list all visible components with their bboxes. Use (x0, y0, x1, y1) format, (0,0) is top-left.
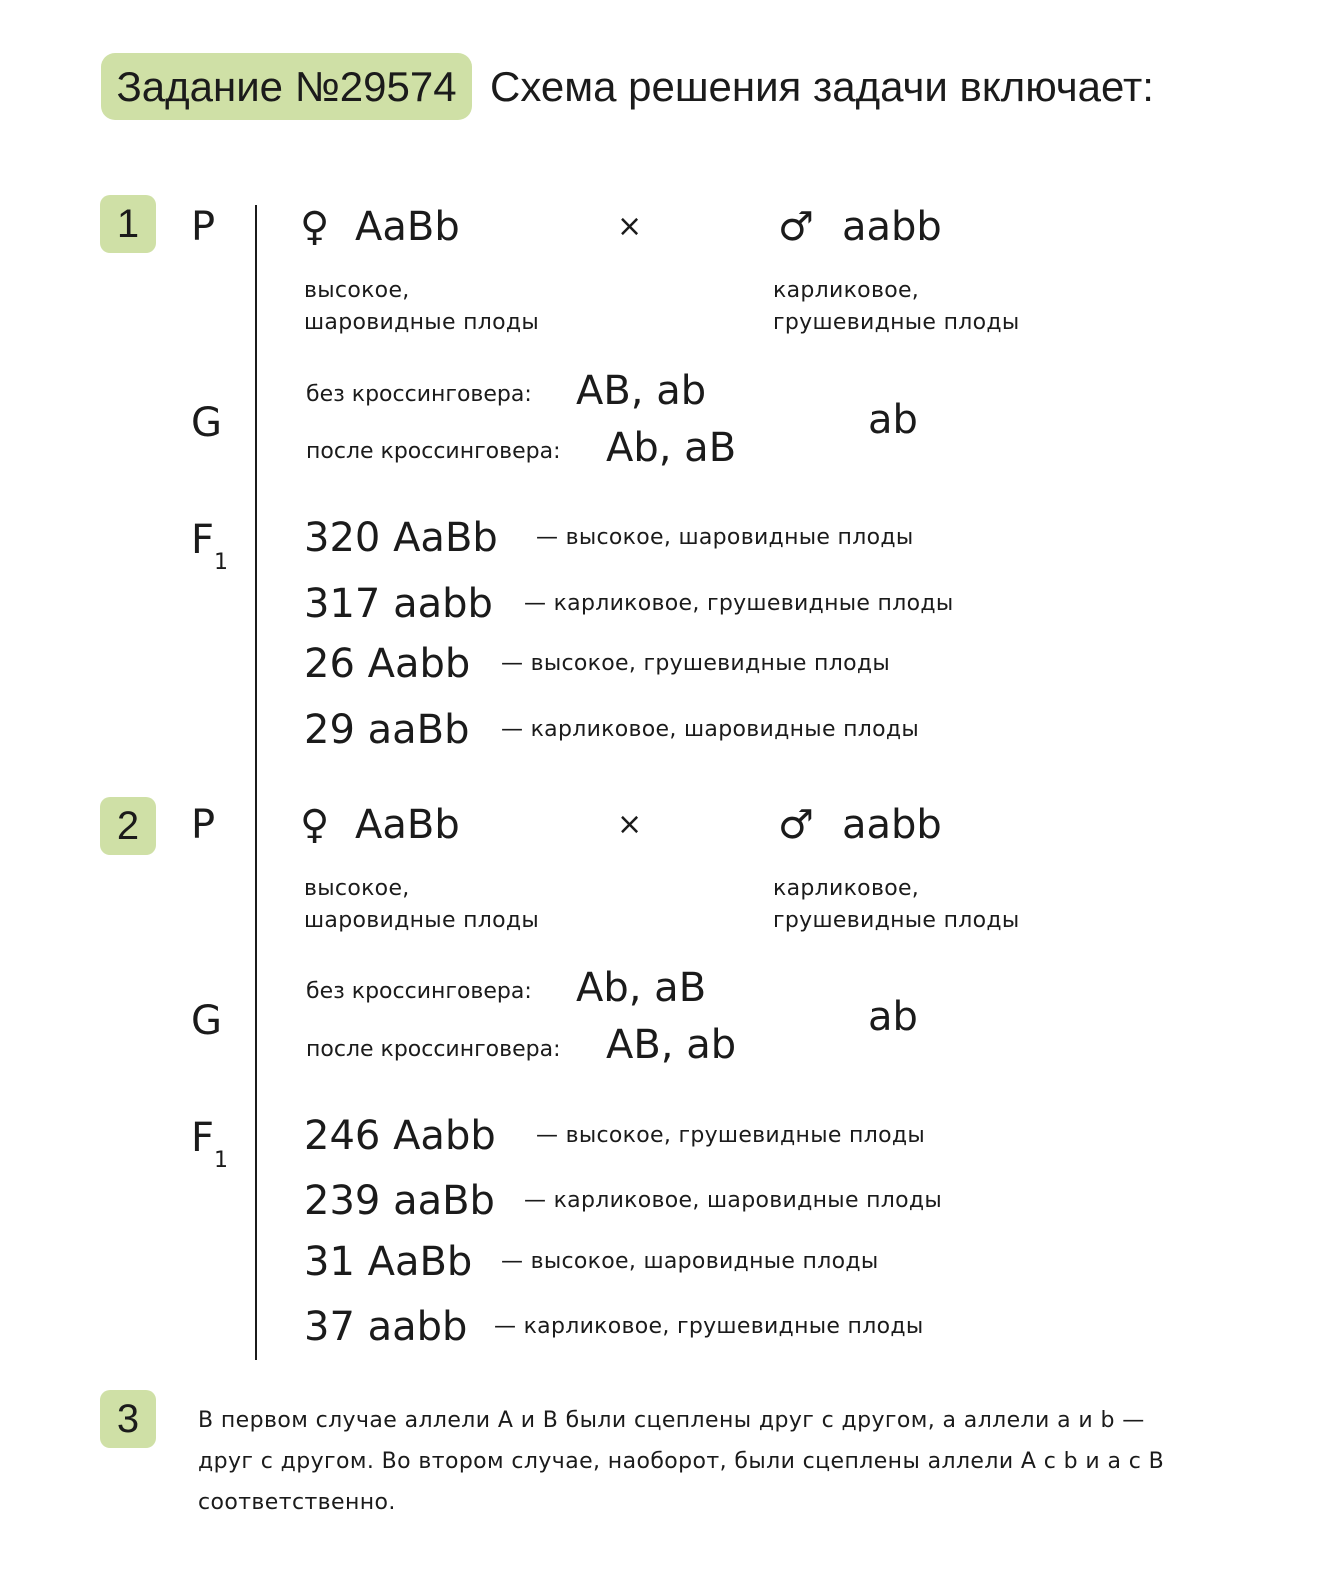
step-2-male-phenotype-line2: грушевидные плоды (773, 908, 1020, 933)
female-symbol-icon: ♀ (300, 802, 330, 848)
step-1-male-phenotype-line1: карликовое, (773, 278, 920, 303)
step-1-female-phenotype-line1: высокое, (304, 278, 410, 303)
step-1-male-genotype: aabb (842, 204, 942, 250)
cross-symbol-icon: × (617, 209, 643, 244)
step-2-female-genotype: AaBb (355, 802, 460, 848)
step-1-offspring-4-genotype: 29 aaBb (304, 707, 470, 753)
step-2-badge: 2 (100, 797, 156, 855)
step-1-offspring-2-genotype: 317 aabb (304, 581, 493, 627)
step-2-after-crossover-gametes: AB, ab (606, 1022, 737, 1068)
step-2-parents-label: P (191, 802, 216, 848)
step-2-gametes-label: G (191, 998, 222, 1044)
step-1-male-phenotype-line2: грушевидные плоды (773, 310, 1020, 335)
step-2-female-phenotype-line2: шаровидные плоды (304, 908, 540, 933)
task-number-badge: Задание №29574 (101, 53, 472, 120)
step-1-after-crossover-gametes: Ab, aB (606, 425, 737, 471)
female-symbol-icon: ♀ (300, 204, 330, 250)
scheme-divider-line (255, 205, 257, 1360)
step-2-offspring-4-genotype: 37 aabb (304, 1304, 468, 1350)
step-1-offspring-4-phenotype: — карликовое, шаровидные плоды (501, 717, 920, 742)
step-1-offspring-3-genotype: 26 Aabb (304, 641, 471, 687)
step-1-badge: 1 (100, 195, 156, 253)
step-1-offspring-3-phenotype: — высокое, грушевидные плоды (501, 651, 891, 676)
conclusion-text: В первом случае аллели A и B были сцеплены друг с другом, а аллели a и b — друг с другом. Во втором случае, наоборот, были сцеплены аллели A с b и a с B соответственно. (198, 1408, 1165, 1515)
male-symbol-icon: ♂ (778, 204, 814, 250)
step-2-offspring-4-phenotype: — карликовое, грушевидные плоды (494, 1314, 924, 1339)
step-1-parents-label: P (191, 204, 216, 250)
cross-symbol-icon: × (617, 807, 643, 842)
step-1-no-crossover-gametes: AB, ab (576, 368, 707, 414)
step-1-female-genotype: AaBb (355, 204, 460, 250)
step-2-offspring-2-phenotype: — карликовое, шаровидные плоды (524, 1188, 943, 1213)
step-3-badge: 3 (100, 1390, 156, 1448)
step-2-offspring-2-genotype: 239 aaBb (304, 1178, 495, 1224)
step-2-male-gametes: ab (868, 994, 918, 1040)
step-1-male-gametes: ab (868, 397, 918, 443)
step-2-offspring-1-genotype: 246 Aabb (304, 1113, 496, 1159)
step-1-f1-label: $F_1$ (191, 517, 229, 575)
step-2-offspring-3-genotype: 31 AaBb (304, 1239, 473, 1285)
step-2-offspring-1-phenotype: — высокое, грушевидные плоды (536, 1123, 926, 1148)
page-title: Схема решения задачи включает: (490, 63, 1154, 110)
step-2-male-genotype: aabb (842, 802, 942, 848)
step-1-gametes-label: G (191, 400, 222, 446)
male-symbol-icon: ♂ (778, 802, 814, 848)
step-1-offspring-1-genotype: 320 AaBb (304, 515, 498, 561)
step-2-after-crossover-label: после кроссинговера: (306, 1037, 561, 1062)
step-2-f1-label: $F_1$ (191, 1115, 229, 1173)
step-2-male-phenotype-line1: карликовое, (773, 876, 920, 901)
step-1-offspring-2-phenotype: — карликовое, грушевидные плоды (524, 591, 954, 616)
step-1-after-crossover-label: после кроссинговера: (306, 439, 561, 464)
step-2-no-crossover-label: без кроссинговера: (306, 979, 532, 1004)
step-2-no-crossover-gametes: Ab, aB (576, 965, 707, 1011)
step-1-offspring-1-phenotype: — высокое, шаровидные плоды (536, 525, 914, 550)
step-1-no-crossover-label: без кроссинговера: (306, 382, 532, 407)
step-2-offspring-3-phenotype: — высокое, шаровидные плоды (501, 1249, 879, 1274)
step-2-female-phenotype-line1: высокое, (304, 876, 410, 901)
step-1-female-phenotype-line2: шаровидные плоды (304, 310, 540, 335)
